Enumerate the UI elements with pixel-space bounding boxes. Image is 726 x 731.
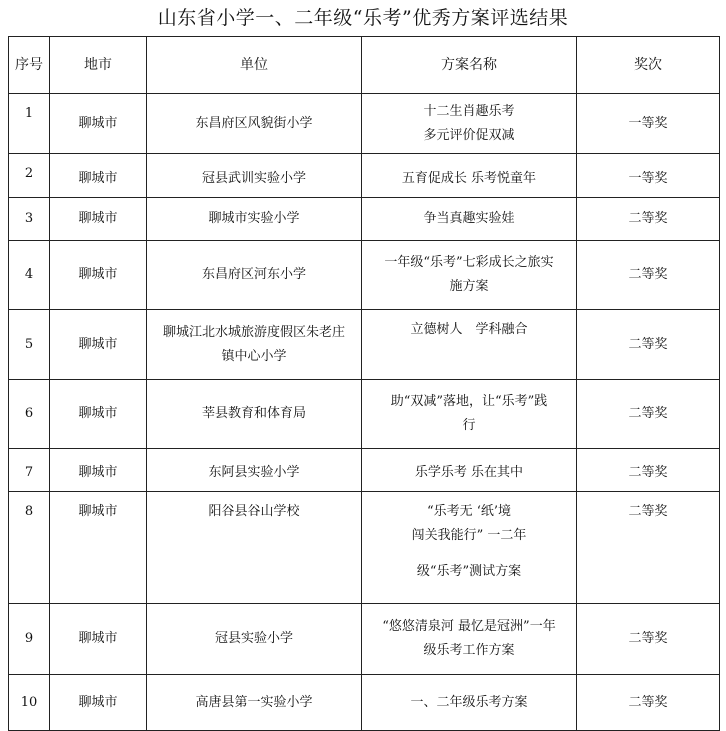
page-title: 山东省小学一、二年级“乐考”优秀方案评选结果 (157, 7, 569, 29)
cell-no: 9 (9, 604, 50, 675)
cell-plan: 五育促成长 乐考悦童年 (362, 154, 577, 198)
plan-line: 施方案 (449, 279, 489, 294)
cell-no: 6 (9, 380, 50, 449)
header-unit: 单位 (147, 37, 362, 94)
cell-unit: 莘县教育和体育局 (147, 380, 362, 449)
cell-unit: 聊城市实验小学 (147, 198, 362, 241)
cell-award: 二等奖 (577, 604, 720, 675)
header-plan: 方案名称 (362, 37, 577, 94)
header-city: 地市 (50, 37, 147, 94)
cell-no: 3 (9, 198, 50, 241)
cell-award: 二等奖 (577, 198, 720, 241)
cell-city: 聊城市 (50, 154, 147, 198)
cell-plan (362, 492, 577, 604)
cell-plan: 一、二年级乐考方案 (362, 675, 577, 731)
plan-line: 行 (462, 418, 476, 433)
cell-unit: 东昌府区风貌街小学 (147, 94, 362, 154)
cell-plan (362, 94, 577, 154)
cell-city: 聊城市 (50, 94, 147, 154)
cell-award: 二等奖 (577, 449, 720, 492)
header-award: 奖次 (577, 37, 720, 94)
cell-plan (362, 604, 577, 675)
cell-city: 聊城市 (50, 675, 147, 731)
table-row (9, 198, 720, 241)
cell-award: 二等奖 (577, 380, 720, 449)
results-table (8, 36, 720, 731)
table-row (9, 449, 720, 492)
unit-line: 镇中心小学 (221, 348, 287, 364)
table-row (9, 94, 720, 154)
cell-no: 10 (9, 675, 50, 731)
cell-award: 二等奖 (577, 675, 720, 731)
table-row (9, 310, 720, 380)
cell-city: 聊城市 (50, 604, 147, 675)
plan-line: 一年级“乐考”七彩成长之旅实 (384, 255, 554, 270)
table-row (9, 492, 720, 604)
cell-award: 一等奖 (577, 94, 720, 154)
cell-unit: 冠县武训实验小学 (147, 154, 362, 198)
plan-line: 多元评价促双减 (423, 127, 515, 143)
cell-plan: 乐学乐考 乐在其中 (362, 449, 577, 492)
plan-line: 级乐考工作方案 (423, 643, 515, 658)
table-row (9, 675, 720, 731)
cell-city: 聊城市 (50, 380, 147, 449)
cell-plan (362, 380, 577, 449)
table-row (9, 604, 720, 675)
table-row (9, 380, 720, 449)
cell-unit: 高唐县第一实验小学 (147, 675, 362, 731)
cell-award: 二等奖 (577, 492, 720, 604)
cell-award: 二等奖 (577, 310, 720, 380)
cell-no: 5 (9, 310, 50, 380)
cell-no: 7 (9, 449, 50, 492)
cell-award: 一等奖 (577, 154, 720, 198)
cell-plan: 立德树人 学科融合 (362, 310, 577, 380)
cell-unit: 东阿县实验小学 (147, 449, 362, 492)
cell-unit: 冠县实验小学 (147, 604, 362, 675)
plan-line: “乐考无 ‘纸’境 (426, 504, 512, 519)
cell-unit: 东昌府区河东小学 (147, 241, 362, 310)
plan-line: 闯关我能行” 一二年 (411, 528, 527, 543)
cell-plan (362, 241, 577, 310)
unit-line: 聊城江北水城旅游度假区朱老庄 (162, 324, 345, 340)
plan-line: 级“乐考”测试方案 (416, 564, 522, 579)
table-row (9, 154, 720, 198)
cell-city: 聊城市 (50, 241, 147, 310)
plan-line: 十二生肖趣乐考 (423, 103, 515, 119)
table-header-row (9, 37, 720, 94)
cell-city: 聊城市 (50, 449, 147, 492)
plan-line: 助“双减”落地，让“乐考”践 (390, 394, 548, 409)
cell-city: 聊城市 (50, 310, 147, 380)
header-no: 序号 (9, 37, 50, 94)
cell-city: 聊城市 (50, 492, 147, 604)
cell-no: 4 (9, 241, 50, 310)
cell-award: 二等奖 (577, 241, 720, 310)
cell-unit: 阳谷县谷山学校 (147, 492, 362, 604)
table-row (9, 241, 720, 310)
cell-no: 2 (9, 154, 50, 198)
cell-city: 聊城市 (50, 198, 147, 241)
cell-no: 8 (9, 492, 50, 604)
cell-plan: 争当真趣实验娃 (362, 198, 577, 241)
cell-unit (147, 310, 362, 380)
cell-no: 1 (9, 94, 50, 154)
plan-line: “悠悠清泉河 最忆是冠洲”一年 (382, 619, 556, 634)
